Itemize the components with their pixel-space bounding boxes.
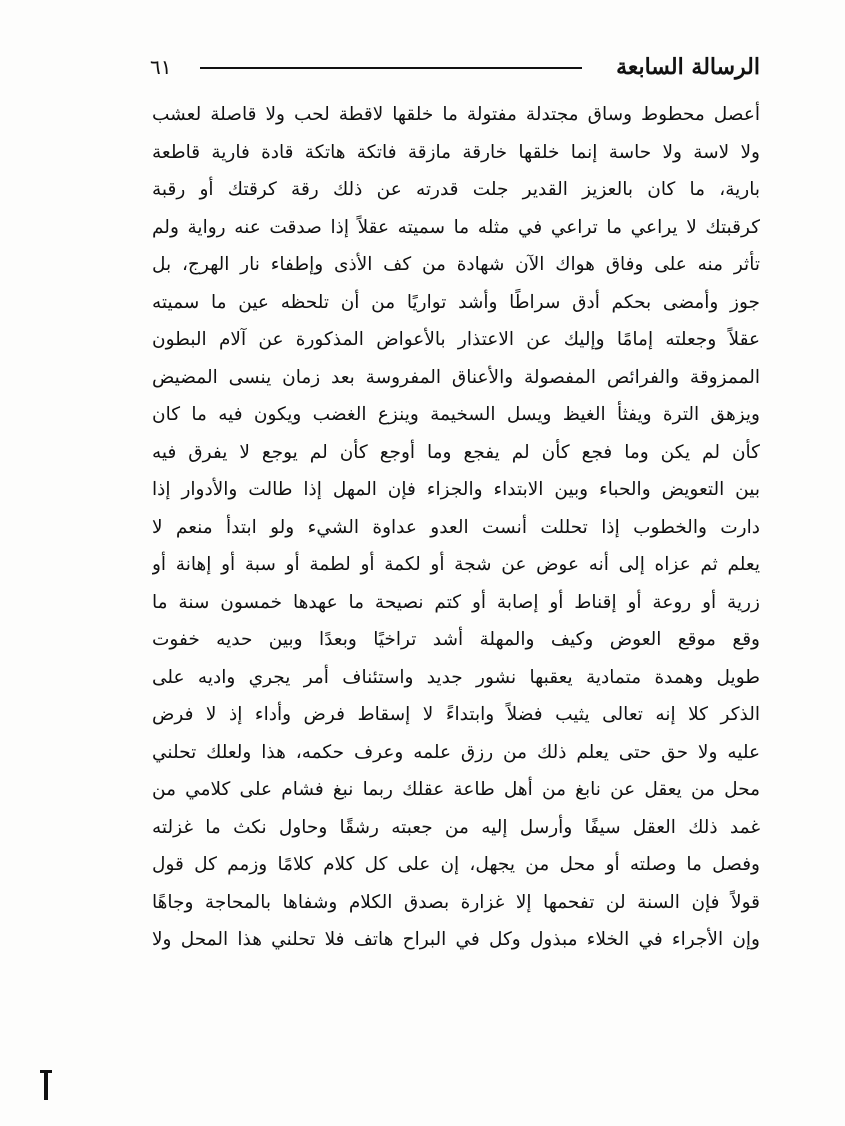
page-number: ٦١	[150, 55, 172, 79]
text-line: ويزهق الترة ويفثأ الغيظ ويسل السخيمة وينزع الغضب ويكون فيه ما كان	[152, 404, 760, 425]
text-line: محل من يعقل عن نابغ من أهل طاعة عقلك ربما نبغ فشام على كلامي من	[152, 779, 760, 800]
header-rule	[200, 67, 582, 69]
text-line: أعصل محطوط وساق مجتدلة مفتولة ما خلقها لاقطة لحب ولا قاصلة لعشب	[152, 104, 760, 125]
text-line: عليه ولا حق حتى يعلم ذلك من رزق علمه وعرف حكمه، هذا ولعلك تحلني	[152, 741, 760, 763]
text-line: قولاً فإن السنة لن تفحمها إلا غزارة بصدق الكلام وشفاها بالمحاجة وجاهًا	[152, 891, 760, 913]
text-line: تأثر منه على وفاق هواك الآن شهادة من كف الأذى وإطفاء نار الهرج، بل	[152, 254, 760, 275]
text-line: زرية أو روعة أو إقناط أو إصابة أو كتم نصيحة ما عهدها خمسون سنة ما	[152, 591, 760, 613]
text-line: طويل وهمدة متمادية يعقبها نشور جديد واستئناف أمر يجري واديه على	[152, 666, 760, 688]
running-header	[150, 52, 760, 86]
body-text	[152, 96, 760, 959]
text-line: كرقبتك لا يراعي ما تراعي في مثله ما سميته عقلاً إذا صدقت عنه رواية ولم	[152, 216, 760, 238]
chapter-title: الرسالة السابعة	[616, 54, 760, 80]
text-line: غمد ذلك العقل سيفًا وأرسل إليه من جعبته رشقًا وحاول نكث ما غزلته	[152, 816, 760, 838]
text-line: عقلاً وجعلته إمامًا وإليك عن الاعتذار بالأعواض المذكورة عن آلام البطون	[152, 329, 760, 350]
text-line: يعلم ثم عزاه إلى أنه عوض عن شجة أو لكمة أو لطمة أو سبة أو إهانة أو	[152, 554, 760, 575]
text-line: وقع موقع العوض وكيف والمهلة أشد تراخيًا وبعدًا وبين حديه خفوت	[152, 629, 760, 650]
text-line: وإن الأجراء في الخلاء مبذول وكل في البراح هاتف فلا تحلني هذا المحل ولا	[152, 929, 760, 950]
text-line: وفصل ما وصلته أو محل من يجهل، إن على كل كلام كلامًا وزمم كل قول	[152, 854, 760, 875]
text-line: دارت والخطوب إذا تحللت أنست العدو عداوة الشيء ولو ابتدأ منعم لا	[152, 516, 760, 538]
margin-mark	[44, 1070, 48, 1100]
text-line: كأن لم يكن وما فجع كأن لم يفجع وما أوجع كأن لم يوجع لا يفرق فيه	[152, 441, 760, 463]
text-line: بين التعويض والحباء وبين الابتداء والجزاء فإن المهل إذا طالت والأدوار إذا	[152, 479, 760, 500]
text-line: جوز وأمضى بحكم أدق سراطًا وأشد تواريًا من أن تلحظه عين ما سميته	[152, 291, 760, 313]
text-line: الذكر كلا إنه تعالى يثيب فضلاً وابتداءً لا إسقاط فرض وأداء إذ لا فرض	[152, 704, 760, 725]
text-line: ولا لاسة ولا حاسة إنما خلقها خارقة مازقة فاتكة هاتكة قادة فارية قاطعة	[152, 141, 760, 163]
text-line: الممزوقة والفرائص المفصولة والأعناق المفروسة بعد زمان ينسى المضيض	[152, 366, 760, 388]
text-line: بارية، ما كان بالعزيز القدير جلت قدرته عن ذلك رقة كرقتك أو رقبة	[152, 179, 760, 200]
